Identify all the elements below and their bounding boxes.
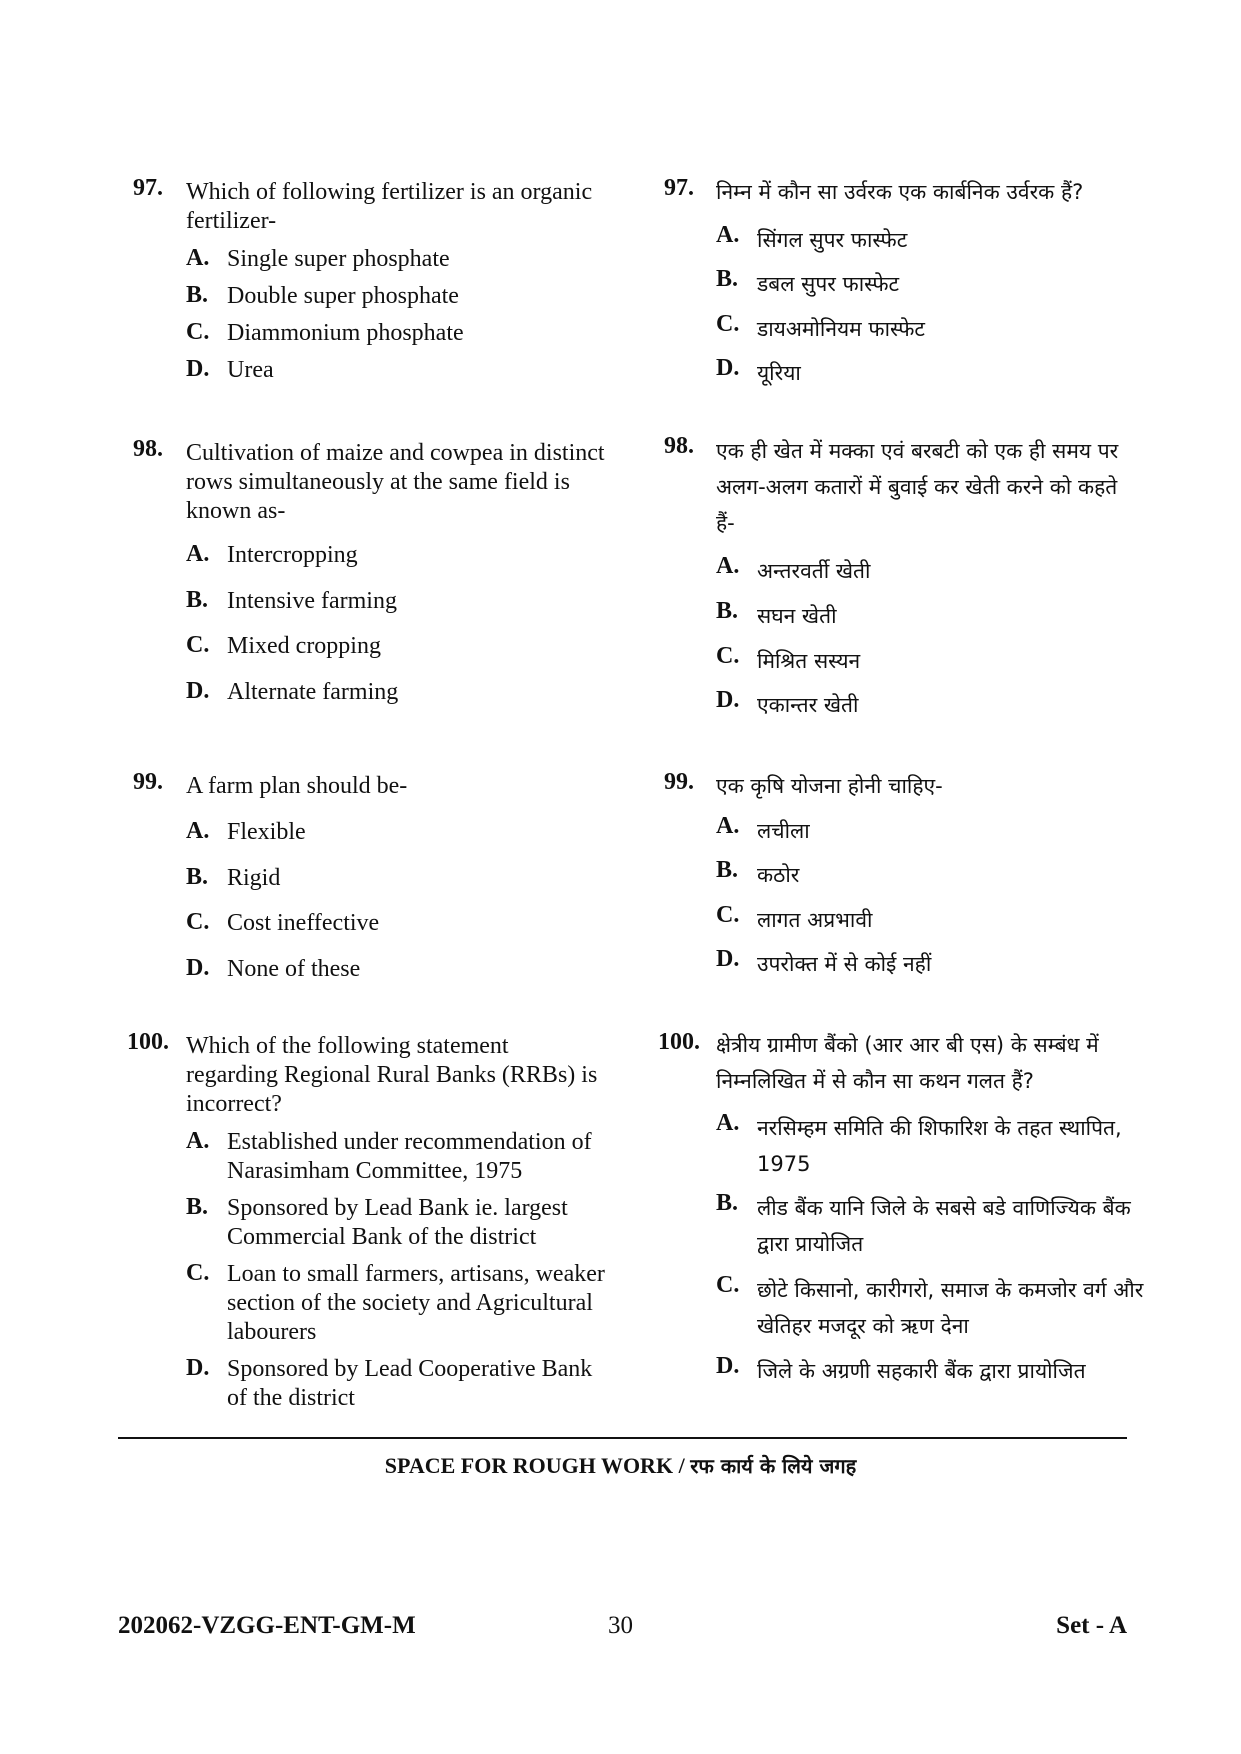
option-letter: C. xyxy=(186,909,210,935)
option-text: Intensive farming xyxy=(227,588,397,614)
option-letter: A. xyxy=(186,541,210,567)
option-text: Intercropping xyxy=(227,542,358,568)
option-text: मिश्रित सस्यन xyxy=(757,649,861,673)
option-text: Sponsored by Lead Cooperative Bank of the district xyxy=(227,1356,593,1411)
option-text: Urea xyxy=(227,357,274,383)
option-letter: A. xyxy=(716,1110,740,1136)
option-letter: C. xyxy=(186,632,210,658)
option-text: Diammonium phosphate xyxy=(227,320,464,346)
question-text: A farm plan should be- xyxy=(186,773,408,799)
option-text: Rigid xyxy=(227,865,281,891)
option-letter: C. xyxy=(716,902,740,928)
option-letter: B. xyxy=(186,587,209,613)
option-letter: D. xyxy=(716,355,740,381)
option-text: Single super phosphate xyxy=(227,246,450,272)
question-number: 98. xyxy=(133,436,163,462)
divider-rule xyxy=(118,1437,1127,1439)
option-letter: B. xyxy=(716,598,739,624)
rough-work-heading xyxy=(0,1452,1241,1479)
rough-work-separator: / xyxy=(673,1453,691,1478)
option-text: यूरिया xyxy=(757,361,801,385)
set-label: Set - A xyxy=(1056,1612,1127,1639)
question-number: 97. xyxy=(133,175,163,201)
option-text: Mixed cropping xyxy=(227,633,381,659)
option-letter: A. xyxy=(716,222,740,248)
question-number: 99. xyxy=(133,769,163,795)
option-letter: A. xyxy=(716,813,740,839)
option-text: Loan to small farmers, artisans, weaker section of the society and Agricultural labourers xyxy=(227,1261,605,1345)
option-letter: C. xyxy=(186,1260,210,1286)
option-text: Alternate farming xyxy=(227,679,399,705)
question-text: Which of following fertilizer is an organic fertilizer- xyxy=(186,179,593,234)
option-text: Established under recommendation of Narasimham Committee, 1975 xyxy=(227,1129,592,1184)
question-text: एक ही खेत में मक्का एवं बरबटी को एक ही समय पर अलग-अलग कतारों में बुवाई कर खेती करने को कहते हैं- xyxy=(716,439,1119,535)
option-letter: B. xyxy=(716,266,739,292)
option-text: लचीला xyxy=(757,819,810,843)
option-text: सिंगल सुपर फास्फेट xyxy=(757,228,908,252)
question-text: निम्न में कौन सा उर्वरक एक कार्बनिक उर्वरक हैं? xyxy=(716,180,1084,204)
question-text: Which of the following statement regarding Regional Rural Banks (RRBs) is incorrect? xyxy=(186,1033,598,1117)
option-letter: C. xyxy=(716,311,740,337)
option-letter: D. xyxy=(186,356,210,382)
option-letter: C. xyxy=(186,319,210,345)
option-letter: A. xyxy=(186,818,210,844)
option-text: Cost ineffective xyxy=(227,910,380,936)
option-letter: D. xyxy=(186,955,210,981)
option-letter: A. xyxy=(716,553,740,579)
page-number: 30 xyxy=(608,1612,633,1639)
option-text: जिले के अग्रणी सहकारी बैंक द्वारा प्रायोजित xyxy=(757,1359,1086,1383)
option-text: Flexible xyxy=(227,819,306,845)
option-letter: D. xyxy=(716,687,740,713)
rough-work-hi: रफ कार्य के लिये जगह xyxy=(690,1454,857,1478)
question-text: एक कृषि योजना होनी चाहिए- xyxy=(716,774,943,798)
option-text: सघन खेती xyxy=(757,604,837,628)
option-text: Double super phosphate xyxy=(227,283,459,309)
question-number: 100. xyxy=(658,1029,700,1055)
option-letter: D. xyxy=(716,1353,740,1379)
option-letter: B. xyxy=(716,1190,739,1216)
option-text: डबल सुपर फास्फेट xyxy=(757,272,900,296)
option-text: छोटे किसानो, कारीगरो, समाज के कमजोर वर्ग और खेतिहर मजदूर को ऋण देना xyxy=(757,1278,1144,1338)
option-letter: A. xyxy=(186,245,210,271)
option-letter: C. xyxy=(716,1272,740,1298)
option-letter: A. xyxy=(186,1128,210,1154)
option-text: कठोर xyxy=(757,863,800,887)
option-text: लीड बैंक यानि जिले के सबसे बडे वाणिज्यिक बैंक द्वारा प्रायोजित xyxy=(757,1196,1131,1256)
rough-work-en: SPACE FOR ROUGH WORK xyxy=(384,1453,674,1478)
option-text: नरसिम्हम समिति की शिफारिश के तहत स्थापित, 1975 xyxy=(757,1116,1122,1176)
question-text: Cultivation of maize and cowpea in distinct rows simultaneously at the same field is known as- xyxy=(186,440,605,524)
option-letter: B. xyxy=(186,282,209,308)
option-letter: C. xyxy=(716,643,740,669)
option-text: अन्तरवर्ती खेती xyxy=(757,559,871,583)
option-letter: D. xyxy=(186,678,210,704)
question-number: 100. xyxy=(127,1029,169,1055)
option-letter: B. xyxy=(186,864,209,890)
option-text: Sponsored by Lead Bank ie. largest Commercial Bank of the district xyxy=(227,1195,568,1250)
question-number: 99. xyxy=(664,769,694,795)
option-text: None of these xyxy=(227,956,361,982)
paper-code: 202062-VZGG-ENT-GM-M xyxy=(118,1612,416,1639)
option-letter: B. xyxy=(716,857,739,883)
option-letter: D. xyxy=(716,946,740,972)
question-text: क्षेत्रीय ग्रामीण बैंको (आर आर बी एस) के सम्बंध में निम्नलिखित में से कौन सा कथन गलत हैं? xyxy=(716,1033,1099,1093)
option-text: उपरोक्त में से कोई नहीं xyxy=(757,952,932,976)
option-text: डायअमोनियम फास्फेट xyxy=(757,317,925,341)
question-number: 98. xyxy=(664,433,694,459)
option-letter: B. xyxy=(186,1194,209,1220)
option-letter: D. xyxy=(186,1355,210,1381)
option-text: लागत अप्रभावी xyxy=(757,908,873,932)
option-text: एकान्तर खेती xyxy=(757,693,859,717)
question-number: 97. xyxy=(664,175,694,201)
